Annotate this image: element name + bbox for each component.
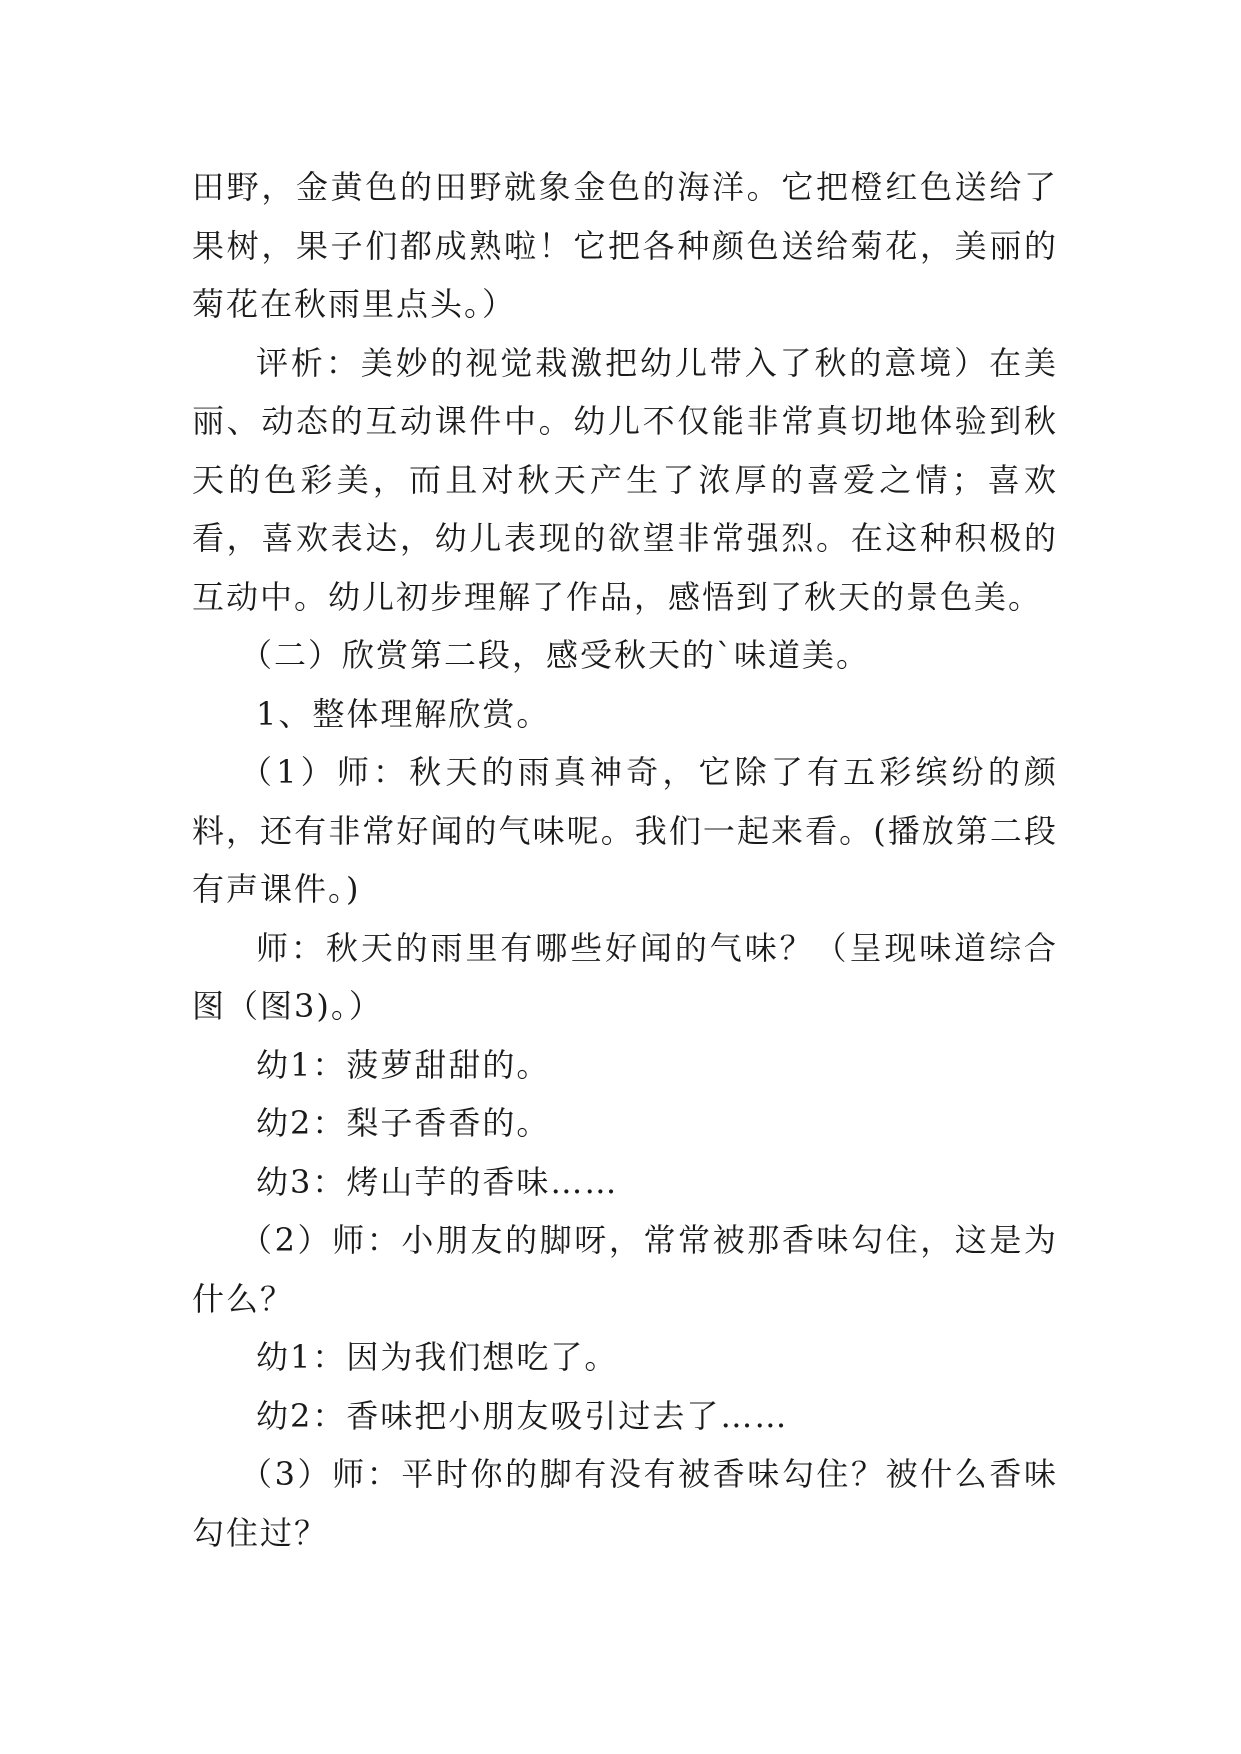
paragraph-10: （2）师：小朋友的脚呀，常常被那香味勾住，这是为什么？ xyxy=(192,1221,1058,1318)
paragraph-2: 评析：美妙的视觉栽激把幼儿带入了秋的意境）在美丽、动态的互动课件中。幼儿不仅能非常真切地体验到秋天的色彩美，而且对秋天产生了浓厚的喜爱之情；喜欢看，喜欢表达，幼儿表现的欲望非常强烈。在这种积极的互动中。幼儿初步理解了作品，感悟到了秋天的景色美。 xyxy=(192,343,1058,616)
paragraph-5: （1）师：秋天的雨真神奇，它除了有五彩缤纷的颜料，还有非常好闻的气味呢。我们一起来看。(播放第二段有声课件。) xyxy=(192,753,1058,908)
paragraph-1: 田野，金黄色的田野就象金色的海洋。它把橙红色送给了果树，果子们都成熟啦！它把各种颜色送给菊花，美丽的菊花在秋雨里点头。） xyxy=(192,168,1058,323)
paragraph-11: 幼1：因为我们想吃了。 xyxy=(256,1338,619,1376)
paragraph-7: 幼1：菠萝甜甜的。 xyxy=(256,1045,551,1084)
paragraph-13: （3）师：平时你的脚有没有被香味勾住？被什么香味勾住过？ xyxy=(192,1455,1058,1552)
paragraph-3: （二）欣赏第二段，感受秋天的`味道美。 xyxy=(240,636,871,674)
paragraph-6: 师：秋天的雨里有哪些好闻的气味？（呈现味道综合图（图3)。） xyxy=(192,928,1058,1025)
paragraph-8: 幼2：梨子香香的。 xyxy=(256,1104,551,1142)
paragraph-12: 幼2：香味把小朋友吸引过去了…… xyxy=(256,1396,789,1435)
paragraph-9: 幼3：烤山芋的香味…… xyxy=(256,1162,619,1201)
body-text xyxy=(192,158,1058,1562)
paragraph-4: 1、整体理解欣赏。 xyxy=(256,694,551,733)
